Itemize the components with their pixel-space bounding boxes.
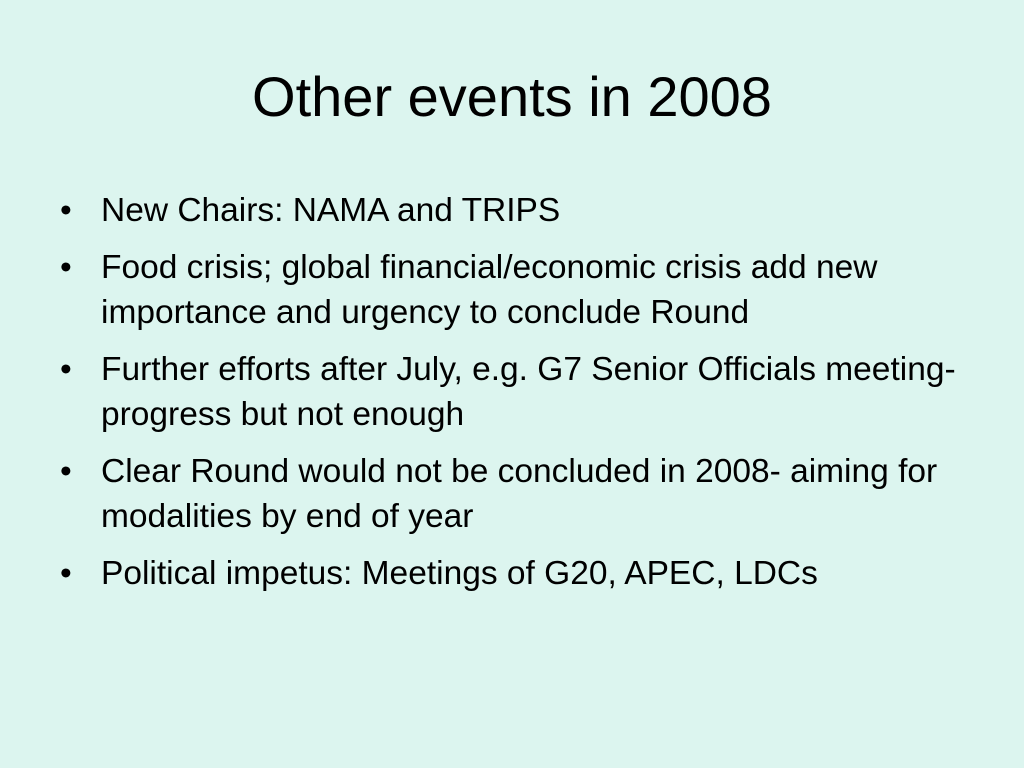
bullet-marker: •: [60, 351, 72, 388]
bullet-item: [55, 551, 985, 596]
bullet-marker: •: [60, 555, 72, 592]
bullet-marker: •: [60, 453, 72, 490]
bullet-item: [55, 347, 985, 437]
bullet-list: [55, 188, 985, 608]
bullet-text: Political impetus: Meetings of G20, APEC, LDCs: [101, 555, 818, 592]
bullet-text: New Chairs: NAMA and TRIPS: [101, 192, 561, 229]
bullet-marker: •: [60, 249, 72, 286]
bullet-item: [55, 449, 985, 539]
slide-title: Other events in 2008: [252, 65, 772, 128]
bullet-marker: •: [60, 192, 72, 229]
bullet-item: [55, 245, 985, 335]
bullet-text: Clear Round would not be concluded in 2008- aiming for modalities by end of year: [101, 453, 938, 535]
bullet-text: Food crisis; global financial/economic crisis add new importance and urgency to conclude Round: [101, 249, 878, 331]
bullet-text: Further efforts after July, e.g. G7 Senior Officials meeting- progress but not enough: [101, 351, 956, 433]
bullet-item: [55, 188, 985, 233]
